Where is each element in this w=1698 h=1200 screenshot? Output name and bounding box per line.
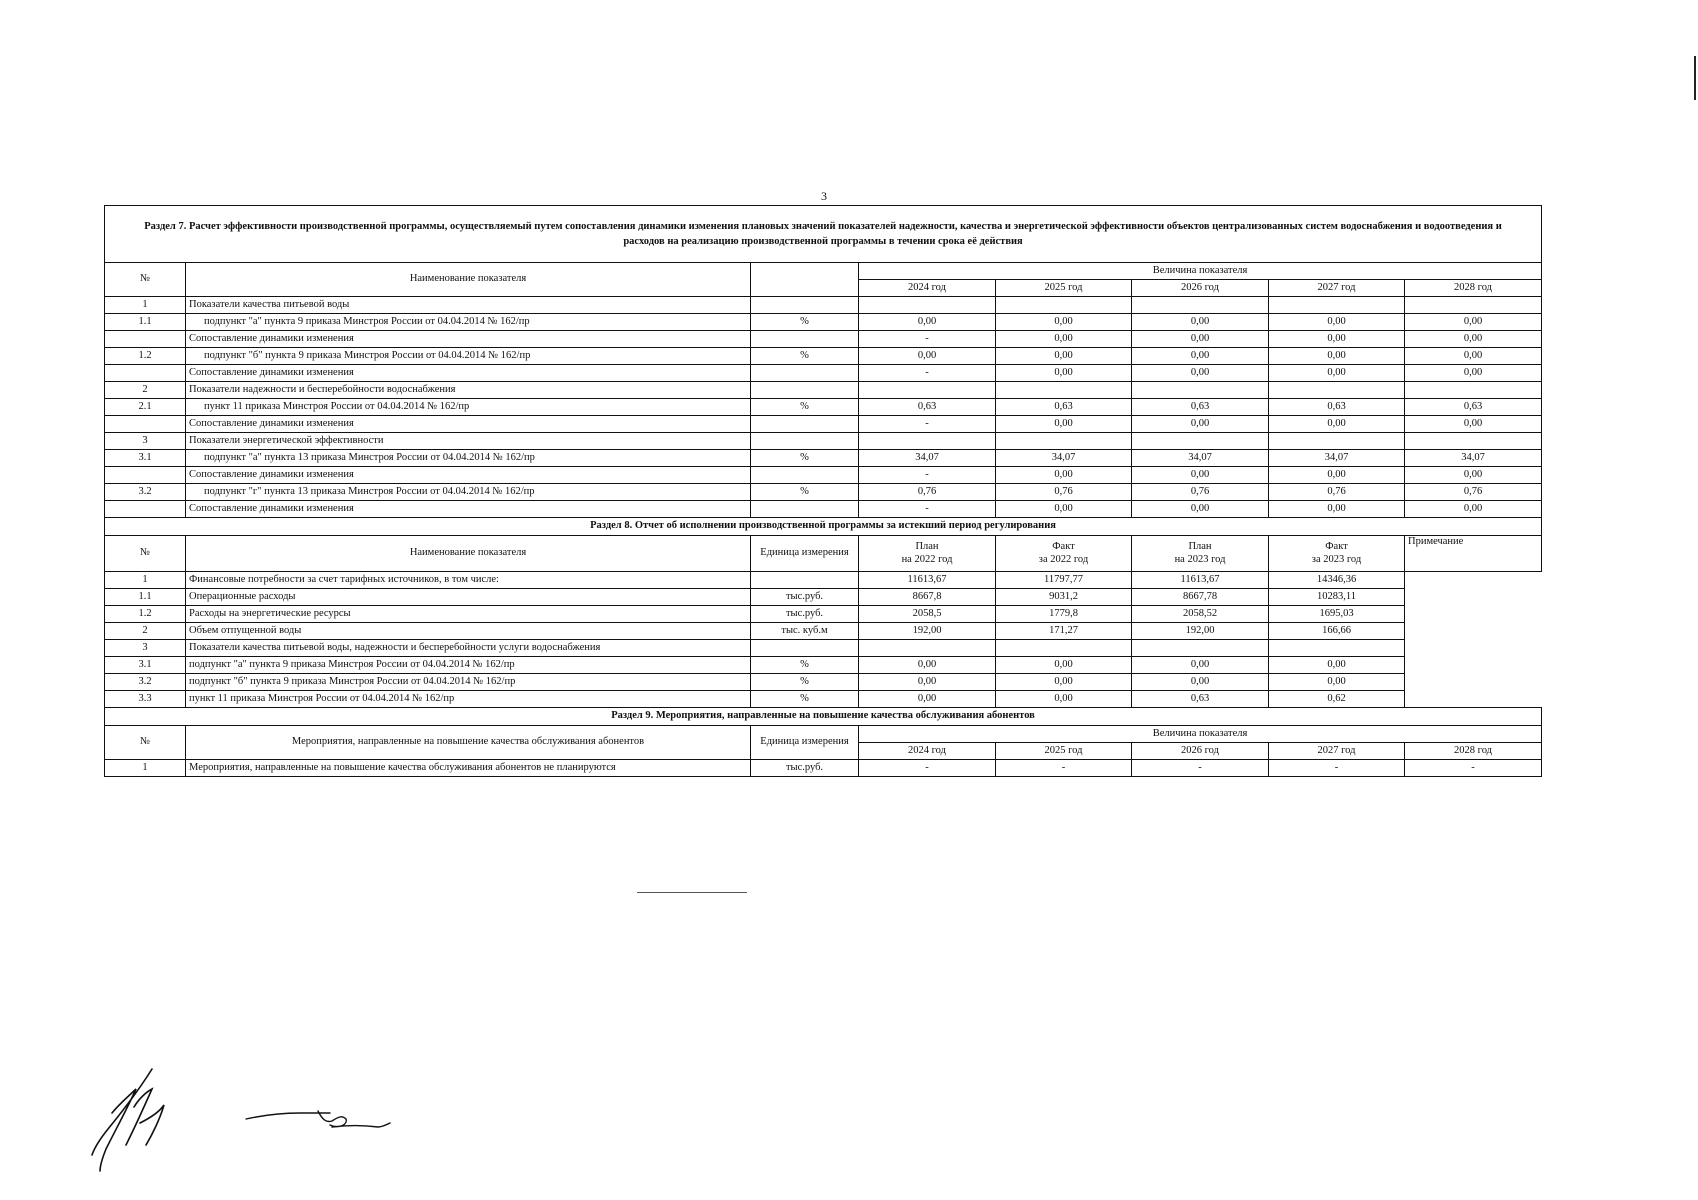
row-number: 1 xyxy=(105,572,186,589)
row-name: Мероприятия, направленные на повышение качества обслуживания абонентов не планируются xyxy=(186,760,751,777)
row-value: - xyxy=(859,416,996,433)
row-number: 1.1 xyxy=(105,589,186,606)
row-value: 0,00 xyxy=(1405,365,1542,382)
row-value: 192,00 xyxy=(1132,623,1269,640)
row-value: - xyxy=(996,760,1132,777)
row-value: 0,00 xyxy=(996,691,1132,708)
row-number: 3 xyxy=(105,433,186,450)
row-value: - xyxy=(859,331,996,348)
row-value: - xyxy=(1405,760,1542,777)
header-name: Мероприятия, направленные на повышение качества обслуживания абонентов xyxy=(186,726,751,760)
row-unit: тыс.руб. xyxy=(751,606,859,623)
row-unit xyxy=(751,382,859,399)
row-unit xyxy=(751,467,859,484)
header-year: 2027 год xyxy=(1269,280,1405,297)
table-row xyxy=(105,484,1542,501)
row-value: 34,07 xyxy=(859,450,996,467)
row-value: 166,66 xyxy=(1269,623,1405,640)
row-name: подпункт "а" пункта 9 приказа Минстроя России от 04.04.2014 № 162/пр xyxy=(186,657,751,674)
row-unit xyxy=(751,297,859,314)
row-value: 2058,52 xyxy=(1132,606,1269,623)
row-name: Показатели энергетической эффективности xyxy=(186,433,751,450)
row-unit xyxy=(751,433,859,450)
row-name: Финансовые потребности за счет тарифных источников, в том числе: xyxy=(186,572,751,589)
row-value: 0,00 xyxy=(1132,314,1269,331)
table-row xyxy=(105,760,1542,777)
row-unit xyxy=(751,501,859,518)
table-row xyxy=(105,365,1542,382)
row-name: пункт 11 приказа Минстроя России от 04.04.2014 № 162/пр xyxy=(186,399,751,416)
row-value: 0,63 xyxy=(1269,399,1405,416)
row-value: 10283,11 xyxy=(1269,589,1405,606)
row-value: - xyxy=(859,365,996,382)
row-value: 0,00 xyxy=(996,331,1132,348)
row-value: 0,63 xyxy=(1132,399,1269,416)
row-name: Расходы на энергетические ресурсы xyxy=(186,606,751,623)
row-value xyxy=(996,297,1132,314)
header-name: Наименование показателя xyxy=(186,536,751,572)
header-no: № xyxy=(105,263,186,297)
table-row xyxy=(105,433,1542,450)
row-unit xyxy=(751,572,859,589)
row-value: - xyxy=(1269,760,1405,777)
row-value xyxy=(859,297,996,314)
header-unit: Единица измерения xyxy=(751,726,859,760)
row-unit: тыс.руб. xyxy=(751,589,859,606)
table-row xyxy=(105,382,1542,399)
row-value: 0,76 xyxy=(1269,484,1405,501)
row-value: 0,00 xyxy=(1269,416,1405,433)
row-unit xyxy=(751,331,859,348)
row-value xyxy=(1132,433,1269,450)
row-name: Операционные расходы xyxy=(186,589,751,606)
row-value: 0,00 xyxy=(1269,314,1405,331)
row-value xyxy=(996,640,1132,657)
row-value xyxy=(1269,640,1405,657)
row-unit: % xyxy=(751,674,859,691)
row-value xyxy=(1405,433,1542,450)
row-value xyxy=(1269,433,1405,450)
row-unit: % xyxy=(751,484,859,501)
row-number: 2 xyxy=(105,623,186,640)
section9-title: Раздел 9. Мероприятия, направленные на повышение качества обслуживания абонентов xyxy=(105,708,1542,726)
row-value: 0,00 xyxy=(1269,365,1405,382)
signature-line xyxy=(637,892,747,893)
row-value xyxy=(1269,297,1405,314)
row-value: 0,00 xyxy=(1269,501,1405,518)
row-value: 0,62 xyxy=(1269,691,1405,708)
row-value: 34,07 xyxy=(996,450,1132,467)
table-row xyxy=(105,589,1542,606)
row-value: 0,00 xyxy=(1405,314,1542,331)
row-value: 0,00 xyxy=(1269,674,1405,691)
row-value: 0,00 xyxy=(996,348,1132,365)
row-value xyxy=(1405,297,1542,314)
row-value: 0,00 xyxy=(859,674,996,691)
header-name: Наименование показателя xyxy=(186,263,751,297)
row-value: 0,00 xyxy=(996,674,1132,691)
table-row xyxy=(105,450,1542,467)
row-value xyxy=(859,640,996,657)
row-value xyxy=(1405,382,1542,399)
header-year: 2025 год xyxy=(996,743,1132,760)
row-name: Показатели качества питьевой воды, надежности и бесперебойности услуги водоснабжения xyxy=(186,640,751,657)
header-plan-2023: План на 2023 год xyxy=(1132,536,1269,572)
row-value: 11797,77 xyxy=(996,572,1132,589)
row-value: 0,76 xyxy=(1132,484,1269,501)
row-unit: % xyxy=(751,657,859,674)
row-value: 0,76 xyxy=(996,484,1132,501)
row-unit: % xyxy=(751,399,859,416)
row-name: подпункт "а" пункта 9 приказа Минстроя России от 04.04.2014 № 162/пр xyxy=(186,314,751,331)
table-row xyxy=(105,657,1542,674)
table-row xyxy=(105,314,1542,331)
row-number: 1.1 xyxy=(105,314,186,331)
row-value: - xyxy=(859,760,996,777)
row-number xyxy=(105,416,186,433)
row-number: 3.2 xyxy=(105,484,186,501)
header-note: Примечание xyxy=(1405,536,1542,572)
row-name: Показатели надежности и бесперебойности водоснабжения xyxy=(186,382,751,399)
row-value: 0,00 xyxy=(1132,331,1269,348)
table-row xyxy=(105,572,1542,589)
row-number: 3 xyxy=(105,640,186,657)
row-value: 0,00 xyxy=(859,691,996,708)
row-name: подпункт "г" пункта 13 приказа Минстроя России от 04.04.2014 № 162/пр xyxy=(186,484,751,501)
row-unit: тыс.руб. xyxy=(751,760,859,777)
signature-icon xyxy=(86,1063,396,1178)
row-value: 1779,8 xyxy=(996,606,1132,623)
row-name: подпункт "а" пункта 13 приказа Минстроя России от 04.04.2014 № 162/пр xyxy=(186,450,751,467)
row-value: 0,00 xyxy=(996,657,1132,674)
row-value: 1695,03 xyxy=(1269,606,1405,623)
row-value: 2058,5 xyxy=(859,606,996,623)
row-value xyxy=(859,433,996,450)
row-value: 0,63 xyxy=(996,399,1132,416)
section9-rows xyxy=(105,760,1542,777)
table-row xyxy=(105,348,1542,365)
row-unit xyxy=(751,416,859,433)
row-value xyxy=(996,382,1132,399)
row-number: 3.2 xyxy=(105,674,186,691)
header-year: 2028 год xyxy=(1405,280,1542,297)
row-value: 0,00 xyxy=(859,348,996,365)
row-value: 8667,78 xyxy=(1132,589,1269,606)
row-name: Показатели качества питьевой воды xyxy=(186,297,751,314)
row-unit: % xyxy=(751,314,859,331)
header-year: 2027 год xyxy=(1269,743,1405,760)
table-row xyxy=(105,606,1542,623)
header-fact-2023: Факт за 2023 год xyxy=(1269,536,1405,572)
row-value: 0,00 xyxy=(996,501,1132,518)
row-value xyxy=(1132,382,1269,399)
section9 xyxy=(105,708,1542,760)
table-row xyxy=(105,501,1542,518)
row-number: 3.1 xyxy=(105,450,186,467)
header-unit: Единица измерения xyxy=(751,536,859,572)
row-value: 0,00 xyxy=(859,657,996,674)
row-number xyxy=(105,467,186,484)
header-year: 2028 год xyxy=(1405,743,1542,760)
page-number: 3 xyxy=(821,189,827,203)
row-unit xyxy=(751,365,859,382)
row-value: 0,00 xyxy=(1132,501,1269,518)
row-name: Объем отпущенной воды xyxy=(186,623,751,640)
header-value-group: Величина показателя xyxy=(859,263,1542,280)
row-value: 0,00 xyxy=(1132,348,1269,365)
header-year: 2026 год xyxy=(1132,280,1269,297)
row-value xyxy=(996,433,1132,450)
row-value: 34,07 xyxy=(1132,450,1269,467)
row-unit: % xyxy=(751,450,859,467)
row-value: 0,76 xyxy=(859,484,996,501)
row-value xyxy=(1269,382,1405,399)
header-unit xyxy=(751,263,859,297)
header-value-group: Величина показателя xyxy=(859,726,1542,743)
table-row xyxy=(105,467,1542,484)
row-name: Сопоставление динамики изменения xyxy=(186,331,751,348)
row-value: 0,00 xyxy=(1269,657,1405,674)
header-no: № xyxy=(105,536,186,572)
row-value: 0,00 xyxy=(996,416,1132,433)
row-value: 11613,67 xyxy=(1132,572,1269,589)
row-name: Сопоставление динамики изменения xyxy=(186,467,751,484)
row-value xyxy=(1132,640,1269,657)
header-year: 2026 год xyxy=(1132,743,1269,760)
row-value: 0,00 xyxy=(996,314,1132,331)
table-row xyxy=(105,297,1542,314)
row-number: 1.2 xyxy=(105,606,186,623)
row-value: 0,63 xyxy=(1405,399,1542,416)
row-value: 0,00 xyxy=(1405,416,1542,433)
row-unit: тыс. куб.м xyxy=(751,623,859,640)
section7-rows xyxy=(105,297,1542,518)
row-value: 0,00 xyxy=(1132,467,1269,484)
row-value: 34,07 xyxy=(1405,450,1542,467)
header-year: 2024 год xyxy=(859,743,996,760)
row-value: 34,07 xyxy=(1269,450,1405,467)
row-unit: % xyxy=(751,691,859,708)
table-row xyxy=(105,399,1542,416)
row-value xyxy=(859,382,996,399)
row-value: 0,76 xyxy=(1405,484,1542,501)
row-value: 0,63 xyxy=(1132,691,1269,708)
row-value: 0,00 xyxy=(1405,467,1542,484)
margin-mark xyxy=(1694,56,1696,100)
report-table xyxy=(104,205,1542,777)
row-name: подпункт "б" пункта 9 приказа Минстроя России от 04.04.2014 № 162/пр xyxy=(186,674,751,691)
row-name: Сопоставление динамики изменения xyxy=(186,365,751,382)
header-year: 2025 год xyxy=(996,280,1132,297)
table-row xyxy=(105,331,1542,348)
row-number: 2.1 xyxy=(105,399,186,416)
row-value: 0,00 xyxy=(1405,501,1542,518)
row-value: 0,00 xyxy=(1269,331,1405,348)
row-number: 1 xyxy=(105,297,186,314)
table-row xyxy=(105,640,1542,657)
header-no: № xyxy=(105,726,186,760)
row-name: Сопоставление динамики изменения xyxy=(186,416,751,433)
row-value: 0,00 xyxy=(1405,348,1542,365)
row-name: пункт 11 приказа Минстроя России от 04.04.2014 № 162/пр xyxy=(186,691,751,708)
table-row xyxy=(105,674,1542,691)
row-value: 0,00 xyxy=(1269,467,1405,484)
row-value: 171,27 xyxy=(996,623,1132,640)
row-unit: % xyxy=(751,348,859,365)
row-number: 3.3 xyxy=(105,691,186,708)
row-value: 192,00 xyxy=(859,623,996,640)
row-value xyxy=(1132,297,1269,314)
row-number: 3.1 xyxy=(105,657,186,674)
row-value: 0,63 xyxy=(859,399,996,416)
row-value: 0,00 xyxy=(996,365,1132,382)
section8-rows xyxy=(105,572,1542,708)
table-row xyxy=(105,623,1542,640)
row-name: подпункт "б" пункта 9 приказа Минстроя России от 04.04.2014 № 162/пр xyxy=(186,348,751,365)
row-value: 14346,36 xyxy=(1269,572,1405,589)
section8 xyxy=(105,518,1542,572)
row-value: 9031,2 xyxy=(996,589,1132,606)
table-row xyxy=(105,416,1542,433)
row-value: - xyxy=(859,501,996,518)
row-value: - xyxy=(859,467,996,484)
row-number xyxy=(105,331,186,348)
row-number: 1.2 xyxy=(105,348,186,365)
row-value: 0,00 xyxy=(1132,657,1269,674)
section7-title: Раздел 7. Расчет эффективности производственной программы, осуществляемый путем сопоставления динамики изменения плановых значений показателей надежности, качества и энергетической эффективности объектов централизованных систем водоснабжения и водоотведения и расходов на реализацию производственной программы в течении срока её действия xyxy=(105,206,1542,263)
header-plan-2022: План на 2022 год xyxy=(859,536,996,572)
row-value: 0,00 xyxy=(996,467,1132,484)
row-value: - xyxy=(1132,760,1269,777)
row-value: 11613,67 xyxy=(859,572,996,589)
section8-title: Раздел 8. Отчет об исполнении производственной программы за истекший период регулирования xyxy=(105,518,1542,536)
row-unit xyxy=(751,640,859,657)
section7 xyxy=(105,206,1542,297)
header-year: 2024 год xyxy=(859,280,996,297)
row-value: 0,00 xyxy=(1132,365,1269,382)
row-value: 0,00 xyxy=(1269,348,1405,365)
row-value: 0,00 xyxy=(1132,674,1269,691)
table-row xyxy=(105,691,1542,708)
row-number: 2 xyxy=(105,382,186,399)
row-number xyxy=(105,501,186,518)
row-number xyxy=(105,365,186,382)
row-value: 0,00 xyxy=(859,314,996,331)
row-name: Сопоставление динамики изменения xyxy=(186,501,751,518)
row-value: 0,00 xyxy=(1132,416,1269,433)
row-number: 1 xyxy=(105,760,186,777)
row-value: 8667,8 xyxy=(859,589,996,606)
header-fact-2022: Факт за 2022 год xyxy=(996,536,1132,572)
row-value: 0,00 xyxy=(1405,331,1542,348)
